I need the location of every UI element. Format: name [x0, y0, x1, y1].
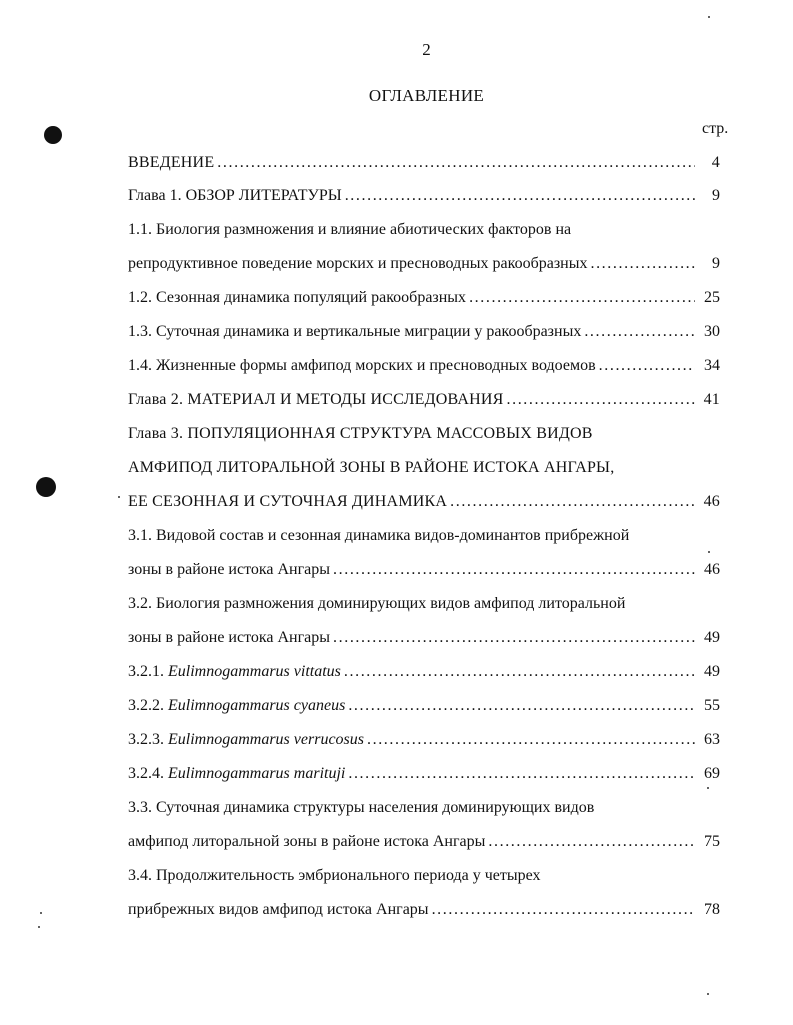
species-name: Eulimnogammarus cyaneus [168, 697, 346, 714]
toc-entry-title [128, 762, 345, 786]
dot-leader [590, 252, 695, 276]
toc-entry-title: ВВЕДЕНИЕ [128, 154, 215, 171]
dot-leader [599, 354, 695, 378]
toc-entry-page: 34 [704, 357, 720, 374]
dot-leader [432, 898, 695, 922]
toc-entry [128, 694, 720, 718]
speck [708, 16, 710, 18]
toc-entry [128, 184, 720, 208]
toc-entry-page: 9 [712, 187, 720, 204]
toc-entry-line: Глава 3. ПОПУЛЯЦИОННАЯ СТРУКТУРА МАССОВЫХ ВИДОВ [128, 425, 593, 442]
toc-entry-page: 49 [704, 629, 720, 646]
toc-entry-title: 1.4. Жизненные формы амфипод морских и пресноводных водоемов [128, 357, 596, 374]
toc-entry [128, 388, 720, 412]
toc-entry [128, 898, 720, 922]
toc-entry-title: прибрежных видов амфипод истока Ангары [128, 901, 429, 918]
dot-leader [217, 151, 695, 175]
toc-entry-line: 1.1. Биология размножения и влияние абиотических факторов на [128, 221, 572, 238]
dot-leader [367, 728, 695, 752]
toc-entry [128, 252, 720, 276]
toc-entry-title: 1.2. Сезонная динамика популяций ракообразных [128, 289, 467, 306]
toc-entry-page: 75 [704, 833, 720, 850]
toc-entry-page: 30 [704, 323, 720, 340]
toc-entry [128, 762, 720, 786]
toc-entry-title: Глава 2. МАТЕРИАЛ И МЕТОДЫ ИССЛЕДОВАНИЯ [128, 391, 504, 408]
toc-entry [128, 354, 720, 378]
toc-entry-title: зоны в районе истока Ангары [128, 629, 331, 646]
toc-entry-page: 9 [712, 255, 720, 272]
toc-entry [128, 320, 720, 344]
toc-entry-page: 63 [704, 731, 720, 748]
speck [118, 496, 120, 498]
dot-leader [333, 558, 695, 582]
toc-entry-title: Глава 1. ОБЗОР ЛИТЕРАТУРЫ [128, 187, 342, 204]
toc-entry [128, 558, 720, 582]
speck [707, 993, 709, 995]
dot-leader [333, 626, 695, 650]
toc-entry [128, 490, 720, 514]
toc-entry-title: репродуктивное поведение морских и пресноводных ракообразных [128, 255, 588, 272]
toc-entry-page: 46 [703, 493, 720, 510]
speck [707, 787, 709, 789]
toc-entry-title [128, 728, 364, 752]
toc-entry-page: 78 [704, 901, 720, 918]
toc-entry-line: 3.3. Суточная динамика структуры населения доминирующих видов [128, 799, 595, 816]
toc-entry [128, 728, 720, 752]
toc-entry [128, 151, 720, 175]
toc-entry [128, 660, 720, 684]
toc-entry [128, 830, 720, 854]
dot-leader [348, 694, 695, 718]
punch-hole-mark-bottom [36, 477, 56, 497]
dot-leader [469, 286, 695, 310]
toc-entry-page: 25 [704, 289, 720, 306]
toc-entry-title [128, 694, 345, 718]
speck [40, 912, 42, 914]
toc-entry-page: 49 [704, 663, 720, 680]
toc-entry-page: 69 [704, 765, 720, 782]
toc-entry-title: амфипод литоральной зоны в районе истока Ангары [128, 833, 486, 850]
speck [708, 551, 710, 553]
dot-leader [450, 490, 695, 514]
section-number: 3.2.1. [128, 663, 164, 680]
species-name: Eulimnogammarus marituji [168, 765, 346, 782]
section-number: 3.2.4. [128, 765, 164, 782]
toc-entry-title: зоны в районе истока Ангары [128, 561, 331, 578]
toc-entry [128, 286, 720, 310]
section-number: 3.2.3. [128, 731, 164, 748]
toc-entry-line: 3.2. Биология размножения доминирующих видов амфипод литоральной [128, 595, 626, 612]
toc-entry-title: 1.3. Суточная динамика и вертикальные миграции у ракообразных [128, 323, 582, 340]
toc-entry-title: ЕЕ СЕЗОННАЯ И СУТОЧНАЯ ДИНАМИКА [128, 493, 448, 510]
toc-entry-line: 3.1. Видовой состав и сезонная динамика видов-доминантов прибрежной [128, 527, 630, 544]
toc-entry-page: 4 [711, 154, 720, 171]
dot-leader [584, 320, 695, 344]
page-number: 2 [422, 40, 431, 59]
toc-entry-line: 3.4. Продолжительность эмбрионального периода у четырех [128, 867, 541, 884]
dot-leader [488, 830, 695, 854]
speck [38, 926, 40, 928]
dot-leader [345, 184, 695, 208]
toc-entry-page: 41 [703, 391, 720, 408]
toc-entry-page: 46 [704, 561, 720, 578]
toc-heading: ОГЛАВЛЕНИЕ [368, 86, 485, 105]
toc-entry-page: 55 [704, 697, 720, 714]
toc-entry [128, 626, 720, 650]
punch-hole-mark-top [44, 126, 62, 144]
section-number: 3.2.2. [128, 697, 164, 714]
species-name: Eulimnogammarus vittatus [168, 663, 341, 680]
dot-leader [348, 762, 695, 786]
pages-column-label: стр. [702, 120, 729, 137]
dot-leader [344, 660, 695, 684]
toc-entry-title [128, 660, 341, 684]
dot-leader [507, 388, 696, 412]
toc-entry-line: АМФИПОД ЛИТОРАЛЬНОЙ ЗОНЫ В РАЙОНЕ ИСТОКА АНГАРЫ, [128, 459, 615, 476]
species-name: Eulimnogammarus verrucosus [168, 731, 364, 748]
